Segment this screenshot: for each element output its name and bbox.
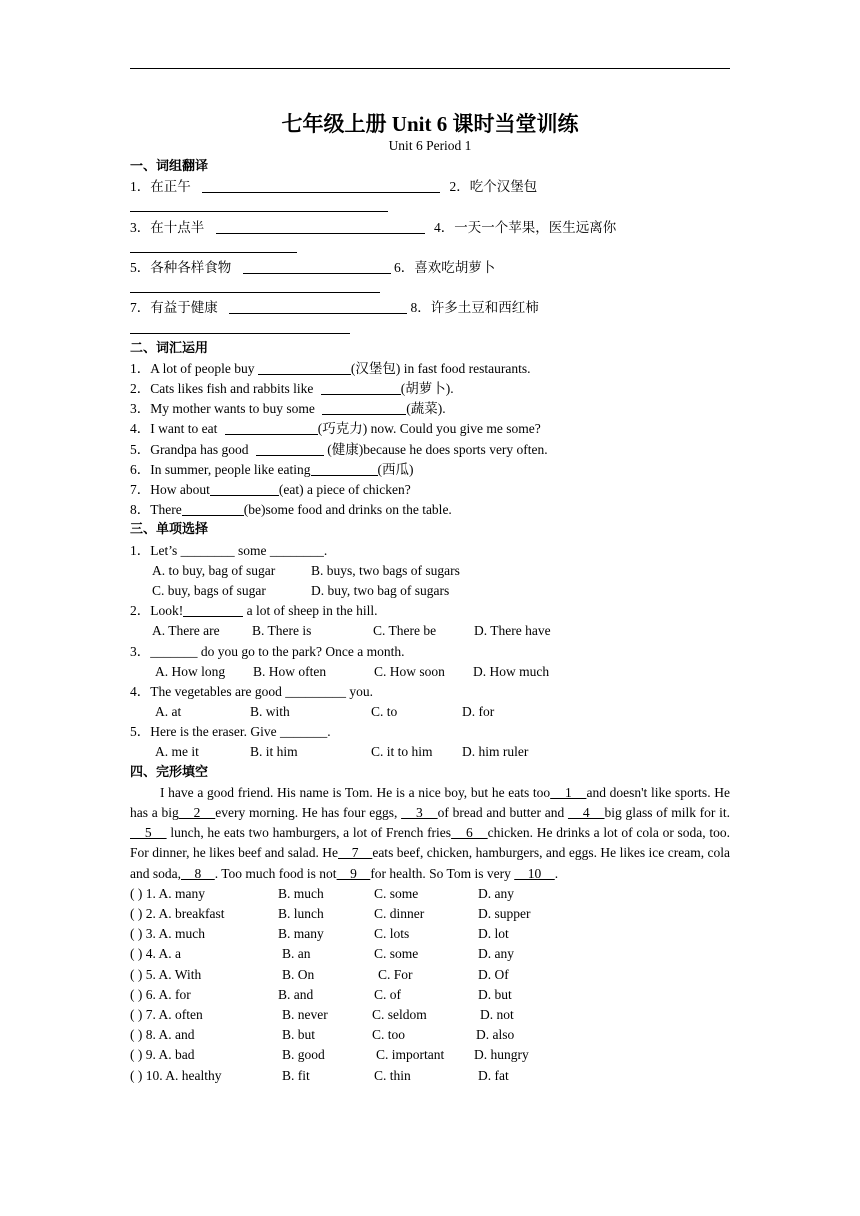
answer-blank[interactable] (210, 481, 279, 496)
vocab-item: 1．A lot of people buy (汉堡包) in fast food restaurants. (130, 360, 531, 376)
choice-row[interactable]: ( ) 4. A. a B. an C. some D. any (130, 946, 514, 962)
question-options: A. How long B. How often C. How soon D. How much (155, 663, 550, 679)
choice-row[interactable]: ( ) 10. A. healthy B. fit C. thin D. fat (130, 1067, 509, 1083)
section-heading-phrases: 一、词组翻译 (130, 159, 209, 174)
phrase-item: 1．在正午 2．吃个汉堡包 (130, 179, 538, 195)
vocab-item: 7．How about (eat) a piece of chicken? (130, 482, 411, 497)
cloze-blank[interactable]: 10 (514, 865, 555, 881)
answer-line[interactable] (130, 238, 730, 258)
choice-row[interactable]: ( ) 8. A. and B. but C. too D. also (130, 1027, 515, 1043)
choice-row[interactable]: ( ) 5. A. With B. On C. For D. Of (130, 966, 509, 982)
cloze-blank[interactable]: 6 (451, 825, 488, 841)
answer-line[interactable] (130, 319, 730, 339)
answer-blank[interactable] (216, 219, 425, 234)
phrase-item: 3．在十点半 4．一天一个苹果，医生远离你 (130, 219, 617, 235)
answer-blank[interactable] (311, 461, 378, 476)
worksheet-body (130, 157, 730, 1086)
phrase-item: 5．各种各样食物 6．喜欢吃胡萝卜 (130, 259, 496, 275)
choice-row[interactable]: ( ) 9. A. bad B. good C. important D. hungry (130, 1047, 529, 1063)
answer-blank[interactable] (321, 380, 401, 395)
page-subtitle: Unit 6 Period 1 (388, 138, 472, 153)
answer-blank[interactable] (202, 178, 440, 193)
cloze-passage: I have a good friend. His name is Tom. He is a nice boy, but he eats too 1 and doesn't like sports. He has a big 2 every morning. He has four eggs, 3 of bread and butter and 4 big glass of milk for it. 5 lunch, he eats two hamburgers, a lot of French fries 6 chicken. He drinks a lot of cola or soda, too. For dinner, he likes beef and salad. He 7 eats beef, chicken, hamburgers, and eggs. He likes ice cream, cola and soda, 8 . Too much food is not 9 for health. So Tom is very 10 . (130, 784, 731, 881)
answer-blank[interactable] (225, 420, 318, 435)
question-stem: 5．Here is the eraser. Give _______. (130, 724, 331, 740)
answer-blank[interactable] (229, 299, 407, 314)
answer-blank[interactable] (183, 602, 243, 617)
answer-line[interactable] (130, 278, 730, 298)
page-title: 七年级上册 Unit 6 课时当堂训练 (281, 112, 579, 136)
answer-line[interactable] (130, 197, 730, 217)
cloze-blank[interactable]: 4 (567, 805, 605, 821)
answer-blank[interactable] (258, 360, 351, 375)
choice-row[interactable]: ( ) 7. A. often B. never C. seldom D. not (130, 1006, 514, 1022)
cloze-blank[interactable]: 7 (338, 845, 373, 861)
section-heading-cloze: 四、完形填空 (130, 764, 209, 780)
cloze-blank[interactable]: 8 (181, 865, 215, 881)
cloze-blank[interactable]: 1 (550, 784, 587, 800)
section-heading-multiple-choice: 三、单项选择 (130, 522, 209, 538)
cloze-choices (130, 884, 730, 1086)
choice-row[interactable]: ( ) 3. A. much B. many C. lots D. lot (130, 926, 509, 942)
cloze-blank[interactable]: 9 (336, 865, 371, 881)
header-rule (130, 68, 730, 69)
cloze-blank[interactable]: 5 (130, 825, 167, 841)
vocab-item: 6．In summer, people like eating (西瓜) (130, 461, 414, 477)
vocab-item: 5．Grandpa has good (健康)because he does sports very often. (130, 441, 548, 457)
phrase-item: 7．有益于健康 8．许多土豆和西红柿 (130, 300, 539, 316)
vocab-item: 3．My mother wants to buy some (蔬菜). (130, 401, 446, 417)
choice-row[interactable]: ( ) 1. A. many B. much C. some D. any (130, 885, 514, 901)
answer-blank[interactable] (256, 441, 324, 456)
answer-blank[interactable] (243, 259, 391, 274)
question-stem: 4．The vegetables are good _________ you. (130, 683, 373, 699)
answer-blank[interactable] (322, 400, 406, 415)
vocab-item: 4．I want to eat (巧克力) now. Could you give me some? (130, 421, 541, 437)
question-options: A. me it B. it him C. it to him D. him ruler (155, 744, 529, 760)
choice-row[interactable]: ( ) 6. A. for B. and C. of D. but (130, 986, 512, 1002)
question-options: C. buy, bags of sugar D. buy, two bag of sugars (152, 582, 450, 598)
question-stem: 2．Look! a lot of sheep in the hill. (130, 603, 378, 619)
vocab-item: 2．Cats likes fish and rabbits like (胡萝卜). (130, 381, 454, 397)
section-heading-vocabulary: 二、词汇运用 (130, 340, 209, 356)
question-stem: 3．_______ do you go to the park? Once a month. (130, 643, 405, 659)
cloze-blank[interactable]: 3 (401, 805, 438, 821)
question-options: A. There are B. There is C. There be D. There have (152, 623, 551, 639)
choice-row[interactable]: ( ) 2. A. breakfast B. lunch C. dinner D. supper (130, 906, 531, 922)
vocab-item: 8．There (be)some food and drinks on the table. (130, 502, 452, 518)
question-options: A. at B. with C. to D. for (155, 704, 495, 720)
cloze-blank[interactable]: 2 (178, 805, 216, 821)
question-options: A. to buy, bag of sugar B. buys, two bags of sugars (152, 562, 460, 578)
question-stem: 1．Let’s ________ some ________. (130, 542, 328, 558)
answer-blank[interactable] (182, 501, 244, 516)
